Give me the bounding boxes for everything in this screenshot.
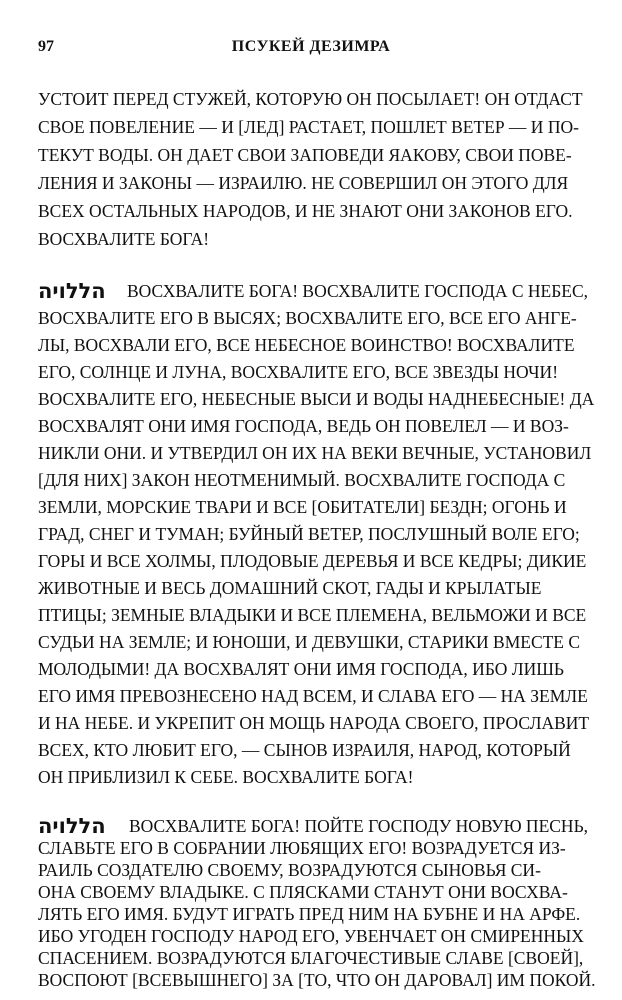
text-line: СЛАВЬТЕ ЕГО В СОБРАНИИ ЛЮБЯЩИХ ЕГО! ВОЗРАДУЕТСЯ ИЗ- <box>38 838 566 858</box>
text-line: ВСЕХ, КТО ЛЮБИТ ЕГО, — СЫНОВ ИЗРАИЛЯ, НАРОД, КОТОРЫЙ <box>38 740 571 760</box>
text-line: ЛЯТЬ ЕГО ИМЯ. БУДУТ ИГРАТЬ ПРЕД НИМ НА БУБНЕ И НА АРФЕ. <box>38 904 581 924</box>
text-line: МОЛОДЫМИ! ДА ВОСХВАЛЯТ ОНИ ИМЯ ГОСПОДА, ИБО ЛИШЬ <box>38 659 564 679</box>
text-line: ЕГО, СОЛНЦЕ И ЛУНА, ВОСХВАЛИТЕ ЕГО, ВСЕ ЗВЕЗДЫ НОЧИ! <box>38 362 559 382</box>
text-line: ЗЕМЛИ, МОРСКИЕ ТВАРИ И ВСЕ [ОБИТАТЕЛИ] БЕЗДН; ОГОНЬ И <box>38 497 567 517</box>
page-header <box>38 38 584 60</box>
text-line: СПАСЕНИЕМ. ВОЗРАДУЮТСЯ БЛАГОЧЕСТИВЫЕ СЛАВЕ [СВОЕЙ], <box>38 948 584 968</box>
text-line: ЖИВОТНЫЕ И ВЕСЬ ДОМАШНИЙ СКОТ, ГАДЫ И КРЫЛАТЫЕ <box>38 578 542 598</box>
text-line: ВСЕХ ОСТАЛЬНЫХ НАРОДОВ, И НЕ ЗНАЮТ ОНИ ЗАКОНОВ ЕГО. <box>38 201 573 221</box>
text-line: ИБО УГОДЕН ГОСПОДУ НАРОД ЕГО, УВЕНЧАЕТ ОН СМИРЕННЫХ <box>38 926 584 946</box>
text-line: ГОРЫ И ВСЕ ХОЛМЫ, ПЛОДОВЫЕ ДЕРЕВЬЯ И ВСЕ КЕДРЫ; ДИКИЕ <box>38 551 587 571</box>
text-line: ПТИЦЫ; ЗЕМНЫЕ ВЛАДЫКИ И ВСЕ ПЛЕМЕНА, ВЕЛЬМОЖИ И ВСЕ <box>38 605 587 625</box>
text-line: ЕГО ИМЯ ПРЕВОЗНЕСЕНО НАД ВСЕМ, И СЛАВА ЕГО — НА ЗЕМЛЕ <box>38 686 588 706</box>
text-line <box>38 279 588 303</box>
text-line: ВОСХВАЛИТЕ БОГА! <box>38 229 210 249</box>
text-line-content: ВОСХВАЛИТЕ БОГА! ПОЙТЕ ГОСПОДУ НОВУЮ ПЕСНЬ, <box>128 816 588 836</box>
text-line: НИКЛИ ОНИ. И УТВЕРДИЛ ОН ИХ НА ВЕКИ ВЕЧНЫЕ, УСТАНОВИЛ <box>38 443 592 463</box>
text-line: ЛЫ, ВОСХВАЛИ ЕГО, ВСЕ НЕБЕСНОЕ ВОИНСТВО! ВОСХВАЛИТЕ <box>38 335 575 355</box>
text-line: РАИЛЬ СОЗДАТЕЛЮ СВОЕМУ, ВОЗРАДУЮТСЯ СЫНОВЬЯ СИ- <box>38 860 541 880</box>
hebrew-heading: הללויה <box>38 814 106 838</box>
running-title: ПСУКЕЙ ДЕЗИМРА <box>231 38 391 55</box>
text-line-content: ВОСХВАЛИТЕ БОГА! ВОСХВАЛИТЕ ГОСПОДА С НЕБЕС, <box>126 281 588 301</box>
text-line: ВОСХВАЛИТЕ ЕГО В ВЫСЯХ; ВОСХВАЛИТЕ ЕГО, ВСЕ ЕГО АНГЕ- <box>38 308 577 328</box>
page-number: 97 <box>38 38 54 55</box>
text-line: И НА НЕБЕ. И УКРЕПИТ ОН МОЩЬ НАРОДА СВОЕГО, ПРОСЛАВИТ <box>38 713 590 733</box>
text-line: СВОЕ ПОВЕЛЕНИЕ — И [ЛЕД] РАСТАЕТ, ПОШЛЕТ ВЕТЕР — И ПО- <box>38 117 579 137</box>
text-line: ЛЕНИЯ И ЗАКОНЫ — ИЗРАИЛЮ. НЕ СОВЕРШИЛ ОН ЭТОГО ДЛЯ <box>38 173 569 193</box>
text-line: СУДЬИ НА ЗЕМЛЕ; И ЮНОШИ, И ДЕВУШКИ, СТАРИКИ ВМЕСТЕ С <box>38 632 581 652</box>
text-line: ВОСХВАЛЯТ ОНИ ИМЯ ГОСПОДА, ВЕДЬ ОН ПОВЕЛЕЛ — И ВОЗ- <box>38 416 569 436</box>
text-line <box>38 815 588 837</box>
text-line: ТЕКУТ ВОДЫ. ОН ДАЕТ СВОИ ЗАПОВЕДИ ЯАКОВУ, СВОИ ПОВЕ- <box>38 145 572 165</box>
text-line: ОН ПРИБЛИЗИЛ К СЕБЕ. ВОСХВАЛИТЕ БОГА! <box>38 767 414 787</box>
hebrew-heading: הללויה <box>38 279 106 303</box>
text-line: УСТОИТ ПЕРЕД СТУЖЕЙ, КОТОРУЮ ОН ПОСЫЛАЕТ! ОН ОТДАСТ <box>38 89 583 109</box>
text-line: ОНА СВОЕМУ ВЛАДЫКЕ. С ПЛЯСКАМИ СТАНУТ ОНИ ВОСХВА- <box>38 882 568 902</box>
text-line: [ДЛЯ НИХ] ЗАКОН НЕОТМЕНИМЫЙ. ВОСХВАЛИТЕ ГОСПОДА С <box>38 470 566 490</box>
text-line: ВОСХВАЛИТЕ ЕГО, НЕБЕСНЫЕ ВЫСИ И ВОДЫ НАДНЕБЕСНЫЕ! ДА <box>38 389 595 409</box>
text-line: ВОСПОЮТ [ВСЕВЫШНЕГО] ЗА [ТО, ЧТО ОН ДАРОВАЛ] ИМ ПОКОЙ. <box>38 970 596 990</box>
text-line: ГРАД, СНЕГ И ТУМАН; БУЙНЫЙ ВЕТЕР, ПОСЛУШНЫЙ ВОЛЕ ЕГО; <box>38 524 580 544</box>
